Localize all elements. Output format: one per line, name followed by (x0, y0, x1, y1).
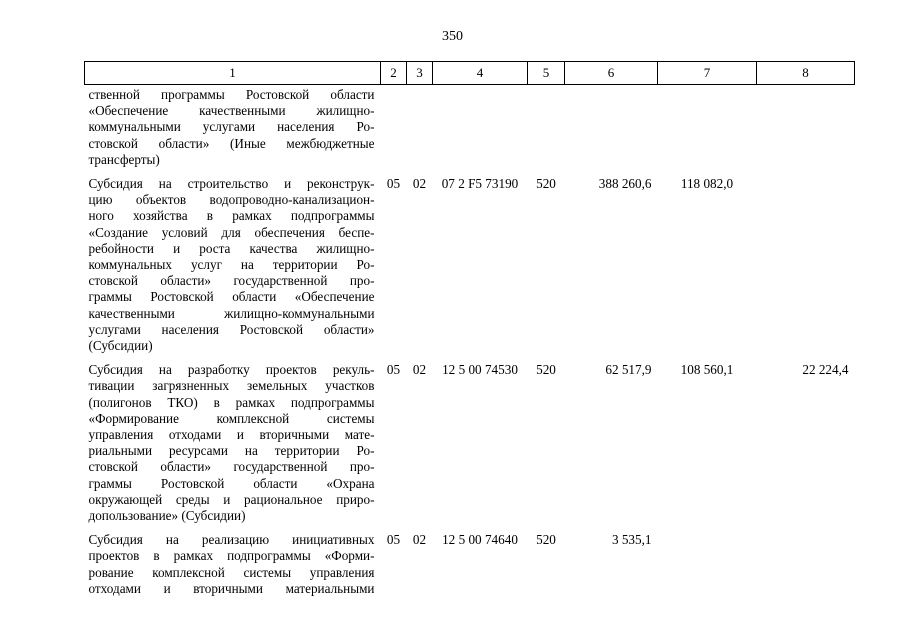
amount-col-7 (658, 528, 757, 601)
header-cell-2: 2 (381, 62, 407, 85)
description-line: отходами и вторичными материальными (88, 580, 375, 596)
page-number: 350 (442, 29, 463, 44)
row-description (85, 172, 381, 358)
section-code: 05 (386, 176, 401, 192)
target-article-code (433, 85, 528, 173)
row-description (85, 358, 381, 528)
description-line: цию объектов водопроводно-канализацион- (88, 192, 375, 208)
description-line: ребойности и роста качества жилищно- (88, 240, 375, 256)
description-line: стовской области» (Иные межбюджетные (88, 135, 375, 151)
amount-col-6: 3 535,1 (611, 532, 652, 548)
header-cell-6: 6 (565, 62, 658, 85)
description-line: коммунальных услуг на территории Ро- (88, 257, 375, 273)
header-cell-8: 8 (757, 62, 855, 85)
budget-table (84, 61, 855, 601)
description-line: Субсидия на разработку проектов рекуль- (88, 362, 375, 378)
header-cell-4: 4 (433, 62, 528, 85)
target-article-code: 12 5 00 74530 (442, 362, 518, 378)
amount-col-8 (757, 85, 855, 173)
description-line: окружающей среды и рациональное приро- (88, 491, 375, 507)
description-line: качественными жилищно-коммунальными (88, 305, 375, 321)
header-cell-1: 1 (85, 62, 381, 85)
description-line: проектов в рамках подпрограммы «Форми- (88, 548, 375, 564)
description-line: (Субсидии) (88, 338, 153, 354)
description-line: граммы Ростовской области «Охрана (88, 475, 375, 491)
amount-col-8: 22 224,4 (802, 362, 849, 378)
table-row (85, 172, 855, 358)
description-line: ного хозяйства в рамках подпрограммы (88, 208, 375, 224)
description-line: стовской области» государственной про- (88, 459, 375, 475)
description-line: трансферты) (88, 151, 160, 167)
header-cell-5: 5 (528, 62, 565, 85)
expense-type-code: 520 (536, 176, 556, 192)
subsection-code: 02 (412, 176, 427, 192)
description-line: стовской области» государственной про- (88, 273, 375, 289)
amount-col-6 (565, 85, 658, 173)
header-cell-7: 7 (658, 62, 757, 85)
amount-col-6: 62 517,9 (605, 362, 652, 378)
description-line: «Обеспечение качественными жилищно- (88, 103, 375, 119)
description-line: допользование» (Субсидии) (88, 508, 246, 524)
target-article-code: 07 2 F5 73190 (441, 176, 519, 192)
amount-col-7: 118 082,0 (680, 176, 734, 192)
description-line: управления отходами и вторичными мате- (88, 427, 375, 443)
target-article-code: 12 5 00 74640 (442, 532, 518, 548)
subsection-code (407, 85, 433, 173)
description-line: рование комплексной системы управления (88, 564, 375, 580)
amount-col-8 (757, 528, 855, 601)
table-row (85, 528, 855, 601)
expense-type-code (528, 85, 565, 173)
header-row (85, 62, 855, 85)
description-line: риальными ресурсами на территории Ро- (88, 443, 375, 459)
header-cell-3: 3 (407, 62, 433, 85)
row-description (85, 528, 381, 601)
description-line: коммунальными услугами населения Ро- (88, 119, 375, 135)
subsection-code: 02 (412, 362, 427, 378)
description-line: «Формирование комплексной системы (88, 410, 375, 426)
amount-col-6: 388 260,6 (598, 176, 652, 192)
row-description (85, 85, 381, 173)
description-line: услугами населения Ростовской области» (88, 321, 375, 337)
description-line: тивации загрязненных земельных участков (88, 378, 375, 394)
expense-type-code: 520 (536, 362, 556, 378)
amount-col-7: 108 560,1 (680, 362, 734, 378)
description-line: Субсидия на реализацию инициативных (88, 532, 375, 548)
expense-type-code: 520 (536, 532, 556, 548)
section-code: 05 (386, 362, 401, 378)
amount-col-8 (757, 172, 855, 358)
table-row (85, 85, 855, 173)
amount-col-7 (658, 85, 757, 173)
subsection-code: 02 (412, 532, 427, 548)
description-line: «Создание условий для обеспечения беспе- (88, 224, 375, 240)
description-line: ственной программы Ростовской области (88, 87, 375, 102)
section-code: 05 (386, 532, 401, 548)
description-line: (полигонов ТКО) в рамках подпрограммы (88, 394, 375, 410)
description-line: Субсидия на строительство и реконструк- (88, 176, 375, 192)
description-line: граммы Ростовской области «Обеспечение (88, 289, 375, 305)
table-row (85, 358, 855, 528)
section-code (381, 85, 407, 173)
